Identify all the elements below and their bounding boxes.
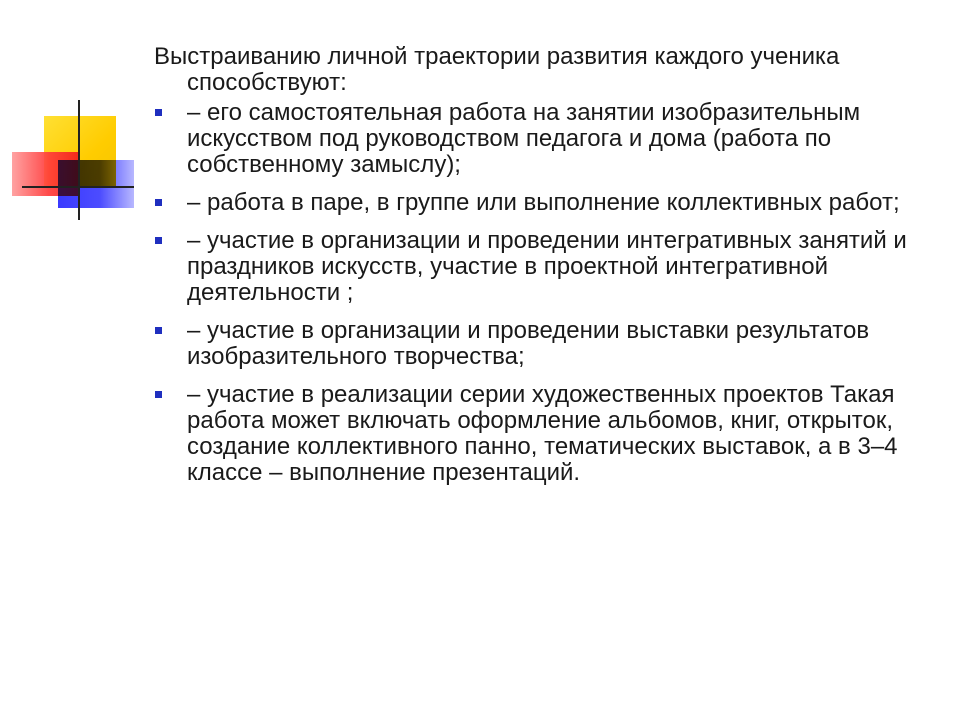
bullet-text: – его самостоятельная работа на занятии изобразительным искусством под руководством педагога и дома (работа по собственному замыслу); bbox=[187, 99, 861, 178]
decor-blue-rectangle bbox=[58, 160, 134, 208]
bullet-text: – участие в реализации серии художественных проектов Такая работа может включать оформление альбомов, книг, открыток, создание коллективного панно, тематических выставок, а в 3–4 классе – выполнение презентаций. bbox=[187, 381, 898, 486]
square-bullet-icon bbox=[155, 109, 162, 116]
bullet-text: – участие в организации и проведении выставки результатов изобразительного творчества; bbox=[187, 317, 870, 370]
bullet-text: – работа в паре, в группе или выполнение коллективных работ; bbox=[187, 189, 900, 216]
bullet-item bbox=[154, 228, 944, 306]
square-bullet-icon bbox=[155, 199, 162, 206]
square-bullet-icon bbox=[155, 391, 162, 398]
bullet-text: – участие в организации и проведении интегративных занятий и праздников искусств, участие в проектной интегративной деятельности ; bbox=[187, 227, 907, 306]
intro-text: Выстраиванию личной траектории развития каждого ученика способствуют: bbox=[154, 43, 840, 96]
square-bullet-icon bbox=[155, 237, 162, 244]
decor-horizontal-line bbox=[22, 186, 134, 188]
bullet-item bbox=[154, 100, 944, 178]
bullet-item bbox=[154, 318, 944, 370]
slide-body bbox=[154, 44, 944, 498]
decor-vertical-line bbox=[78, 100, 80, 220]
square-bullet-icon bbox=[155, 327, 162, 334]
bullet-item bbox=[154, 382, 944, 486]
bullet-list bbox=[154, 100, 944, 486]
bullet-item bbox=[154, 190, 944, 216]
